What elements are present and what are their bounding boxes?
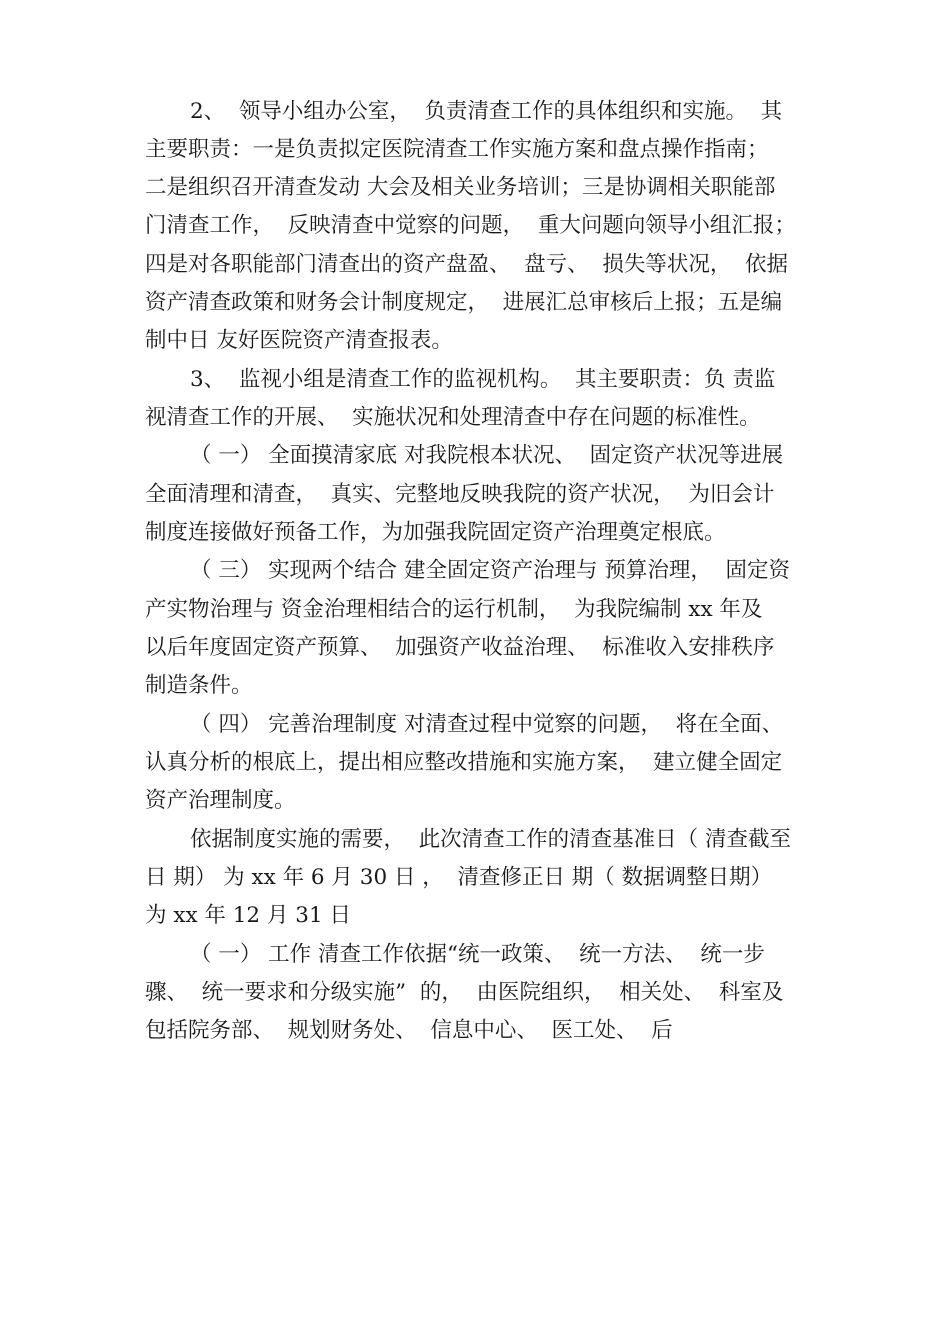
text-line: 二是组织召开清查发动 大会及相关业务培训；三是协调相关职能部 (145, 175, 776, 200)
text-line: 为 xx 年 12 月 31 日 (145, 903, 351, 928)
text-line: （ 一） 工作 清查工作依据“统一政策、 统一方法、 统一步 (190, 942, 765, 967)
text-line: 依据制度实施的需要， 此次清查工作的清查基准日（ 清查截至 (190, 827, 792, 852)
text-line: 产实物治理与 资金治理相结合的运行机制， 为我院编制 xx 年及 (145, 597, 763, 622)
text-line: （ 四） 完善治理制度 对清查过程中觉察的问题， 将在全面、 (190, 712, 784, 737)
text-line: 全面清理和清查， 真实、完整地反映我院的资产状况， 为旧会计 (145, 482, 775, 507)
text-line: 门清查工作， 反映清查中觉察的问题， 重大问题向领导小组汇报； (145, 213, 796, 238)
text-line: 3、 监视小组是清查工作的监视机构。 其主要职责：负 责监 (190, 367, 776, 392)
text-line: 资产清查政策和财务会计制度规定， 进展汇总审核后上报；五是编 (145, 290, 783, 315)
text-line: 认真分析的根底上，提出相应整改措施和实施方案， 建立健全固定 (145, 750, 783, 775)
text-line: 资产治理制度。 (145, 788, 296, 813)
text-line: 主要职责：一是负责拟定医院清查工作实施方案和盘点操作指南； (145, 137, 769, 162)
text-line: 包括院务部、 规划财务处、 信息中心、 医工处、 后 (145, 1018, 673, 1043)
text-line: 2、 领导小组办公室， 负责清查工作的具体组织和实施。 其 (190, 99, 783, 124)
text-line: 骤、 统一要求和分级实施” 的， 由医院组织， 相关处、 科室及 (145, 980, 784, 1005)
text-line: 四是对各职能部门清查出的资产盘盈、 盘亏、 损失等状况， 依据 (145, 252, 789, 277)
text-line: 制造条件。 (145, 673, 253, 698)
text-line: 日 期） 为 xx 年 6 月 30 日 ， 清查修正日 期（ 数据调整日期） (145, 865, 773, 890)
text-line: 制中日 友好医院资产清查报表。 (145, 328, 453, 353)
text-line: （ 一） 全面摸清家底 对我院根本状况、 固定资产状况等进展 (190, 443, 784, 468)
text-line: 以后年度固定资产预算、 加强资产收益治理、 标准收入安排秩序 (145, 635, 775, 660)
text-line: 制度连接做好预备工作，为加强我院固定资产治理奠定根底。 (145, 520, 726, 545)
text-line: （ 三） 实现两个结合 建全固定资产治理与 预算治理， 固定资 (190, 558, 791, 583)
text-line: 视清查工作的开展、 实施状况和处理清查中存在问题的标准性。 (145, 405, 761, 430)
